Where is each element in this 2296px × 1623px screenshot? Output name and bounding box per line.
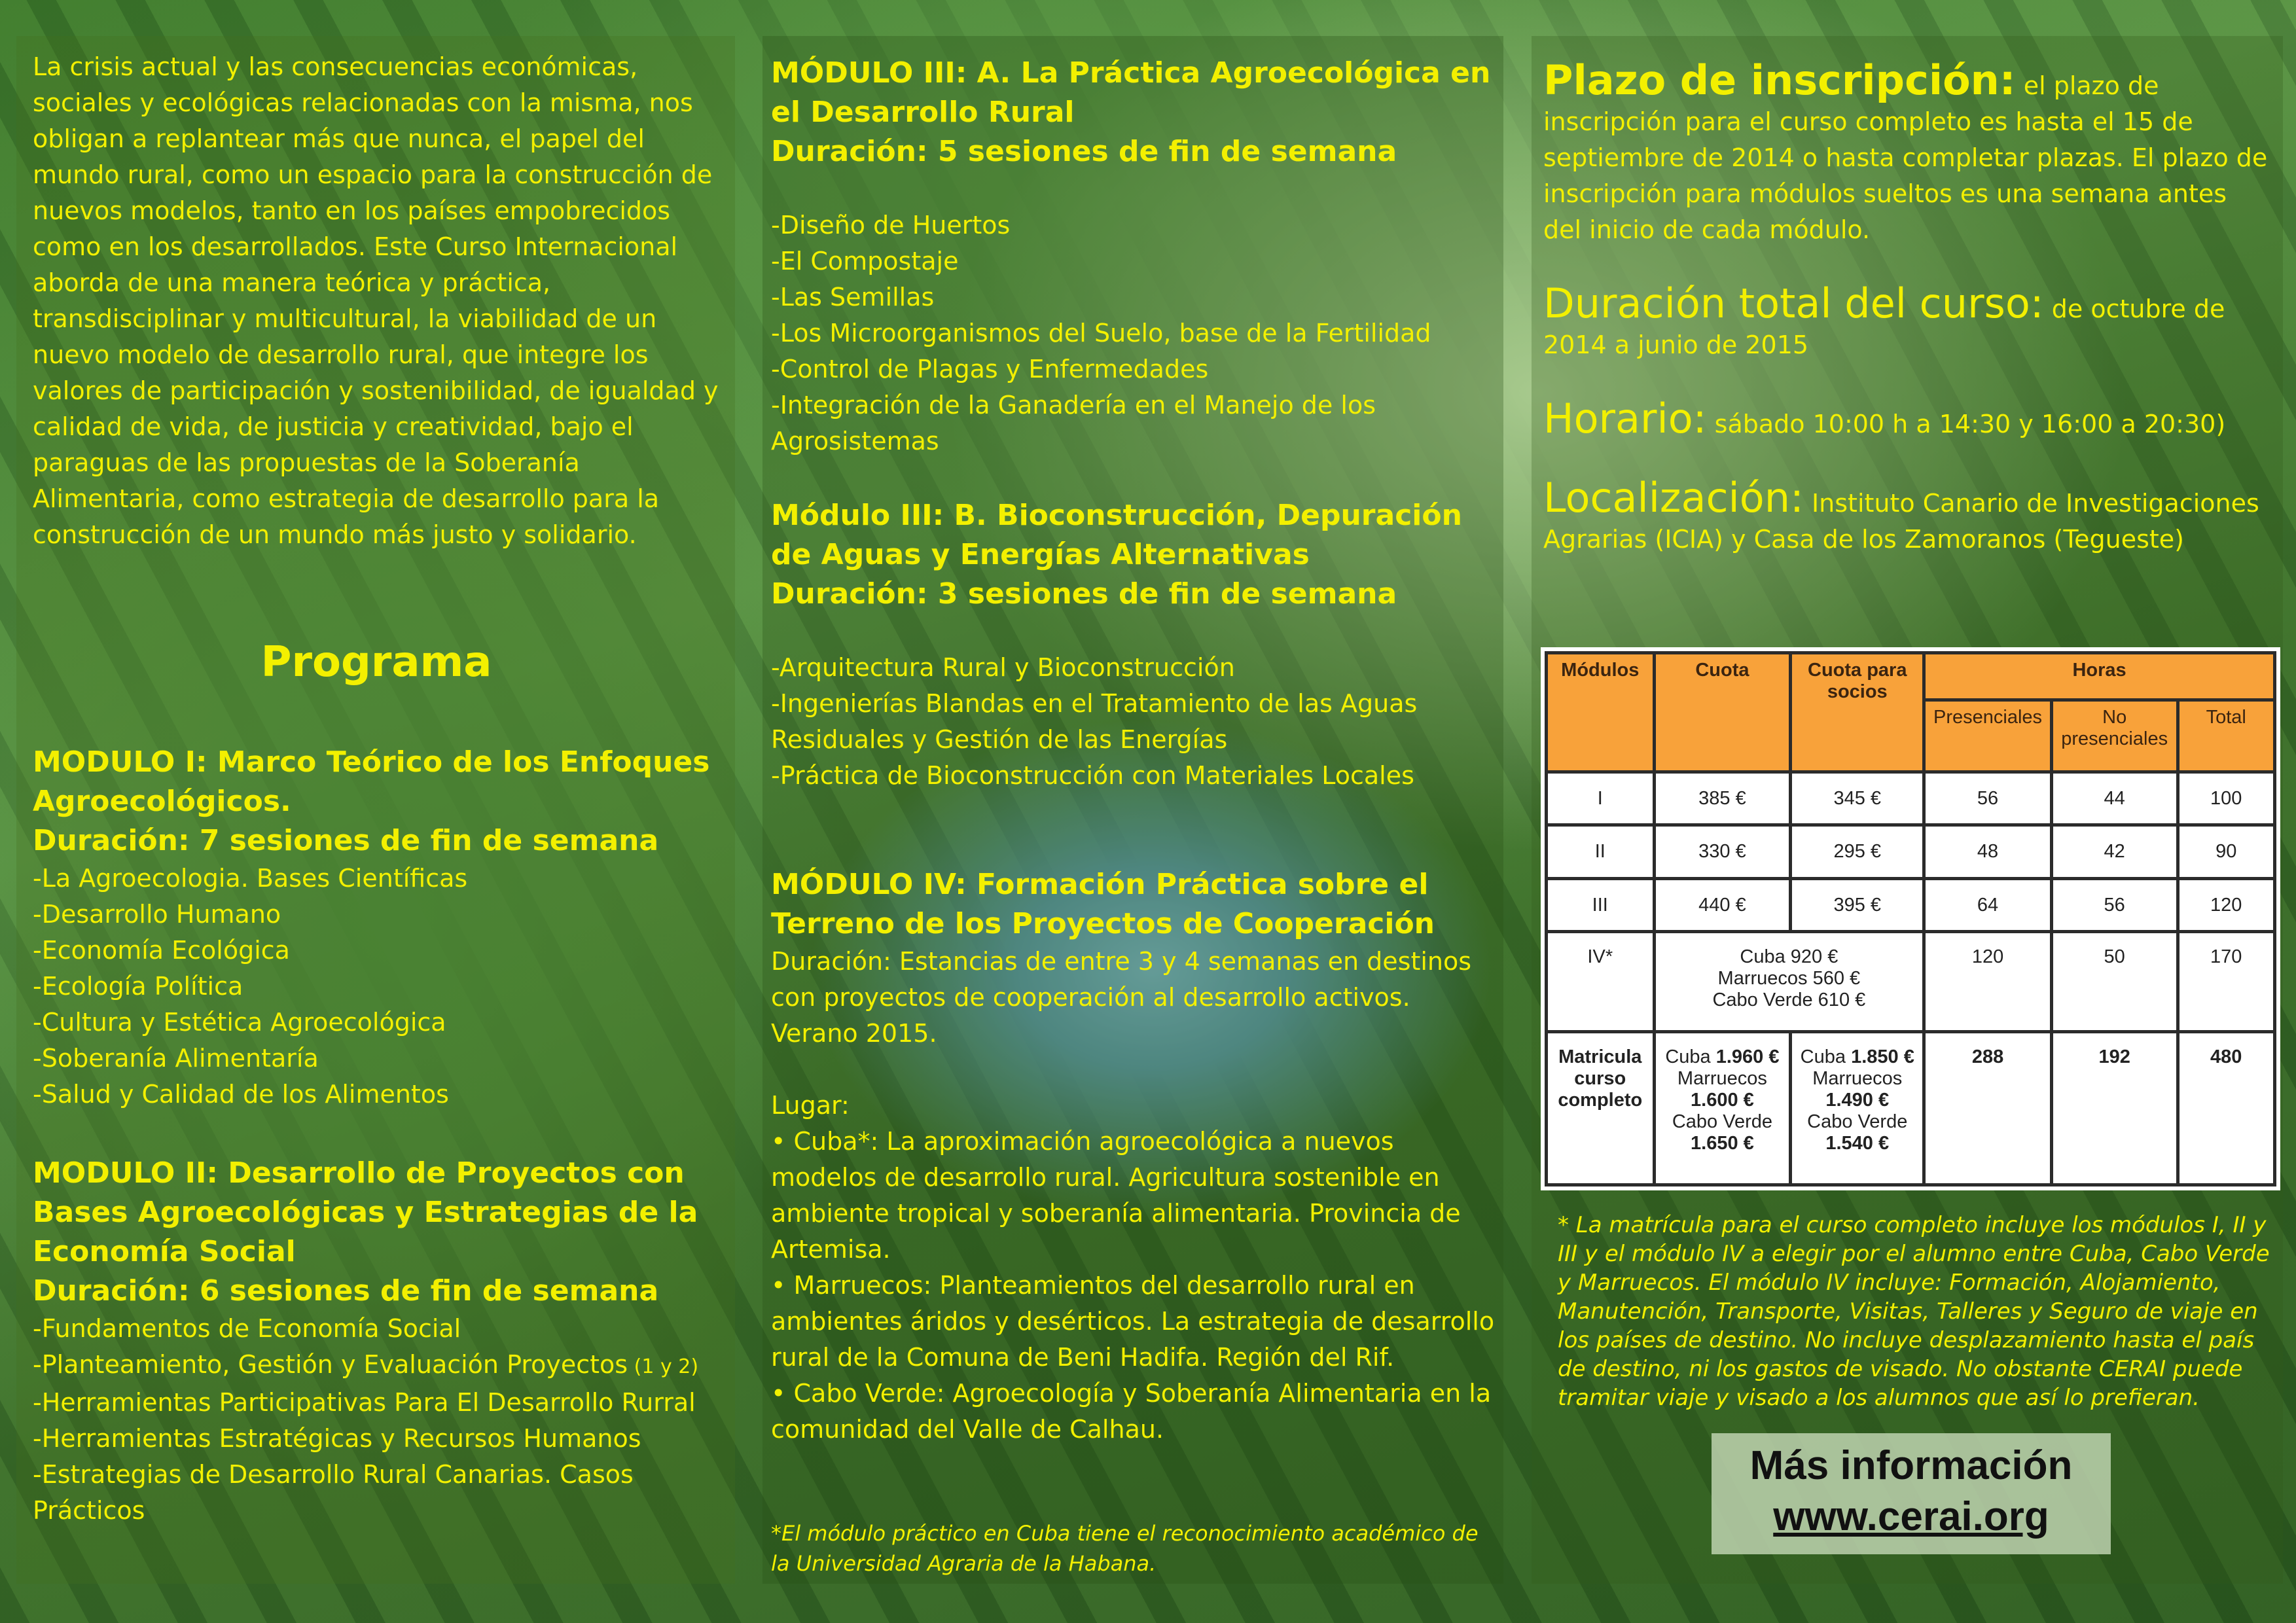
modulo-3b-title: Módulo III: B. Bioconstrucción, Depuración de Aguas y Energías Alternativas <box>771 499 1462 571</box>
table-cell: 44 <box>2051 772 2178 825</box>
table-cell: 170 <box>2178 932 2275 1032</box>
header-cuota: Cuota <box>1654 653 1791 772</box>
table-cell: 295 € <box>1791 825 1924 878</box>
cell-line: Cuba 920 € <box>1740 946 1839 968</box>
cell-line: Cabo Verde 610 € <box>1712 990 1866 1011</box>
header-cuota-socios: Cuota para socios <box>1791 653 1924 772</box>
modulo-3b-section <box>771 496 1498 794</box>
header-total: Total <box>2178 700 2275 772</box>
table-row <box>1547 1031 2275 1185</box>
plazo-text: el plazo de inscripción para el curso completo es hasta el 15 de septiembre de 2014 o hasta completar plazas. El plazo de inscripción para módulos sueltos es una semana antes del inicio de cada módulo. <box>1543 71 2268 244</box>
list-item <box>33 1347 753 1385</box>
list-item: -Diseño de Huertos <box>771 211 1011 240</box>
table-cell: 480 <box>2178 1031 2275 1185</box>
cell-value: 1.490 € <box>1825 1089 1890 1111</box>
table-cell: 330 € <box>1654 825 1791 878</box>
table-row <box>1547 878 2275 931</box>
list-item-text: -Planteamiento, Gestión y Evaluación Proyectos <box>33 1350 628 1379</box>
plazo-heading: Plazo de inscripción: <box>1543 56 2016 104</box>
modulo-4-duration: Duración: Estancias de entre 3 y 4 semanas en destinos con proyectos de cooperación al desarrollo activos. Verano 2015. <box>771 947 1472 1048</box>
cell-text: Cuba <box>1800 1046 1852 1067</box>
list-item: -El Compostaje <box>771 247 959 276</box>
list-item: -Control de Plagas y Enfermedades <box>771 355 1209 383</box>
modulo-3a-section <box>771 54 1498 459</box>
table-cell: III <box>1547 878 1655 931</box>
localizacion-block <box>1543 475 2270 558</box>
list-item: -Herramientas Participativas Para El Desarrollo Rurral <box>33 1388 696 1417</box>
cell-value: 1.540 € <box>1825 1132 1890 1154</box>
horario-text: sábado 10:00 h a 14:30 y 16:00 a 20:30) <box>1706 410 2226 438</box>
list-item: -Soberanía Alimentaría <box>33 1044 319 1073</box>
modulo-2-list <box>33 1311 753 1529</box>
plazo-block <box>1543 58 2270 248</box>
table-cell <box>1654 932 1924 1032</box>
horario-block <box>1543 396 2270 442</box>
list-item: -Fundamentos de Economía Social <box>33 1314 461 1343</box>
list-item: -Ecología Política <box>33 972 243 1001</box>
localizacion-text: Instituto Canario de Investigaciones Agrarias (ICIA) y Casa de los Zamoranos (Tegueste) <box>1543 489 2259 554</box>
place-cuba: • Cuba*: La aproximación agroecológica a nuevos modelos de desarrollo rural. Agricultura sostenible en ambiente tropical y soberanía alimentaria. Provincia de Artemisa. <box>771 1127 1461 1264</box>
cell-value: 1.650 € <box>1691 1132 1754 1154</box>
table-cell: IV* <box>1547 932 1655 1032</box>
modulo-3b-list <box>771 650 1498 794</box>
modulo-1-duration: Duración: 7 sesiones de fin de semana <box>33 824 659 857</box>
table-cell: 120 <box>1924 932 2052 1032</box>
table-cell: 48 <box>1924 825 2052 878</box>
list-item: -Herramientas Estratégicas y Recursos Humanos <box>33 1424 641 1453</box>
modulo-3a-list <box>771 207 1498 459</box>
more-info-box <box>1712 1433 2111 1554</box>
matricula-footnote: * La matrícula para el curso completo incluye los módulos I, II y III y el módulo IV a elegir por el alumno entre Cuba, Cabo Verde y Marruecos. El módulo IV incluye: Formación, Alojamiento, Manutención, Transporte, Visitas, Talleres y Seguro de viaje en los países de destino. No incluye desplazamiento hasta el país de destino, ni los gastos de visado. No obstante CERAI puede tramitar viaje y visado a los alumnos que así lo prefieran. <box>1558 1212 2270 1411</box>
modulo-2-section <box>33 1154 753 1529</box>
table-cell: 50 <box>2051 932 2178 1032</box>
table-cell: Matricula curso completo <box>1547 1031 1655 1185</box>
enrollment-info <box>1543 58 2270 558</box>
list-item: -Arquitectura Rural y Bioconstrucción <box>771 653 1235 682</box>
lugar-label: Lugar: <box>771 1091 850 1120</box>
table-cell: 192 <box>2051 1031 2178 1185</box>
table-row <box>1547 772 2275 825</box>
table-cell: 345 € <box>1791 772 1924 825</box>
table-cell: II <box>1547 825 1655 878</box>
list-item: -Estrategias de Desarrollo Rural Canarias. Casos Prácticos <box>33 1460 634 1525</box>
table-cell: I <box>1547 772 1655 825</box>
cell-value: 1.850 € <box>1851 1046 1914 1067</box>
cuba-footnote: *El módulo práctico en Cuba tiene el reconocimiento académico de la Universidad Agraria de la Habana. <box>771 1521 1479 1576</box>
duracion-text: de octubre de 2014 a junio de 2015 <box>1543 294 2225 359</box>
programa-heading: Programa <box>260 638 492 687</box>
list-item: -Práctica de Bioconstrucción con Materiales Locales <box>771 761 1414 790</box>
website-link[interactable]: www.cerai.org <box>1773 1494 2049 1539</box>
table-cell <box>1654 1031 1791 1185</box>
modulo-4-section <box>771 865 1498 1448</box>
list-item: -Ingenierías Blandas en el Tratamiento de las Aguas Residuales y Gestión de las Energías <box>771 689 1418 754</box>
modulo-2-title: MODULO II: Desarrollo de Proyectos con Bases Agroecológicas y Estrategias de la Economía Social <box>33 1156 698 1268</box>
table-cell: 56 <box>2051 878 2178 931</box>
cell-value: 1.600 € <box>1691 1089 1754 1111</box>
list-item: -Salud y Calidad de los Alimentos <box>33 1080 449 1109</box>
header-no-presenciales: No presenciales <box>2051 700 2178 772</box>
list-item: -Cultura y Estética Agroecológica <box>33 1008 446 1037</box>
place-cabo-verde: • Cabo Verde: Agroecología y Soberanía Alimentaria en la comunidad del Valle de Calhau. <box>771 1379 1492 1444</box>
duracion-heading: Duración total del curso: <box>1543 279 2044 327</box>
table-cell: 90 <box>2178 825 2275 878</box>
cell-line <box>1659 1046 1787 1068</box>
header-modulos: Módulos <box>1547 653 1655 772</box>
table-cell <box>1791 1031 1924 1185</box>
table-cell: 42 <box>2051 825 2178 878</box>
table-cell: 100 <box>2178 772 2275 825</box>
list-item: -Desarrollo Humano <box>33 900 281 929</box>
table-cell: 64 <box>1924 878 2052 931</box>
list-item: -La Agroecologia. Bases Científicas <box>33 864 468 893</box>
list-item: -Las Semillas <box>771 283 935 312</box>
list-item: -Economía Ecológica <box>33 936 290 965</box>
cell-line: Marruecos 560 € <box>1717 968 1861 990</box>
cell-line: Cabo Verde <box>1672 1111 1772 1132</box>
fees-table <box>1545 651 2276 1186</box>
table-cell: 385 € <box>1654 772 1791 825</box>
table-cell: 395 € <box>1791 878 1924 931</box>
cell-value: 1.960 € <box>1715 1046 1780 1067</box>
place-marruecos: • Marruecos: Planteamientos del desarrollo rural en ambientes áridos y desérticos. La estrategia de desarrollo rural de la Comuna de Beni Hadifa. Región del Rif. <box>771 1271 1495 1372</box>
modulo-3a-duration: Duración: 5 sesiones de fin de semana <box>771 135 1397 168</box>
modulo-1-title: MODULO I: Marco Teórico de los Enfoques Agroecológicos. <box>33 745 710 818</box>
modulo-3a-title: MÓDULO III: A. La Práctica Agroecológica en el Desarrollo Rural <box>771 56 1491 129</box>
table-cell: 56 <box>1924 772 2052 825</box>
table-row <box>1547 932 2275 1032</box>
list-item-suffix: (1 y 2) <box>628 1355 699 1378</box>
modulo-1-section <box>33 743 753 1113</box>
cell-text: Cuba <box>1665 1046 1716 1067</box>
table-cell: 120 <box>2178 878 2275 931</box>
horario-heading: Horario: <box>1543 395 1707 442</box>
list-item: -Los Microorganismos del Suelo, base de la Fertilidad <box>771 319 1431 348</box>
list-item: -Integración de la Ganadería en el Manejo de los Agrosistemas <box>771 391 1376 455</box>
table-cell: 440 € <box>1654 878 1791 931</box>
localizacion-heading: Localización: <box>1543 474 1804 522</box>
modulo-1-list <box>33 861 753 1113</box>
header-horas: Horas <box>1924 653 2275 700</box>
table-row <box>1547 825 2275 878</box>
duracion-block <box>1543 281 2270 363</box>
more-info-label: Más información <box>1749 1443 2073 1488</box>
intro-paragraph: La crisis actual y las consecuencias económicas, sociales y ecológicas relacionadas con la misma, nos obligan a replantear más que nunca, el papel del mundo rural, como un espacio para la construcción de nuevos modelos, tanto en los países empobrecidos como en los desarrollados. Este Curso Internacional aborda de una manera teórica y práctica, transdisciplinar y multicultural, la viabilidad de un nuevo modelo de desarrollo rural, que integre los valores de participación y sostenibilidad, de igualdad y calidad de vida, de justicia y creatividad, bajo el paraguas de las propuestas de la Soberanía Alimentaria, como estrategia de desarrollo para la construcción de un mundo más justo y solidario. <box>33 52 719 549</box>
cell-line: Marruecos <box>1677 1067 1767 1089</box>
cell-line: Marruecos <box>1812 1067 1903 1089</box>
header-presenciales: Presenciales <box>1924 700 2052 772</box>
cell-line <box>1795 1046 1920 1068</box>
modulo-4-title: MÓDULO IV: Formación Práctica sobre el Terreno de los Proyectos de Cooperación <box>771 868 1435 940</box>
cell-line: Cabo Verde <box>1807 1111 1908 1132</box>
modulo-3b-duration: Duración: 3 sesiones de fin de semana <box>771 577 1397 611</box>
table-cell: 288 <box>1924 1031 2052 1185</box>
modulo-2-duration: Duración: 6 sesiones de fin de semana <box>33 1274 659 1308</box>
